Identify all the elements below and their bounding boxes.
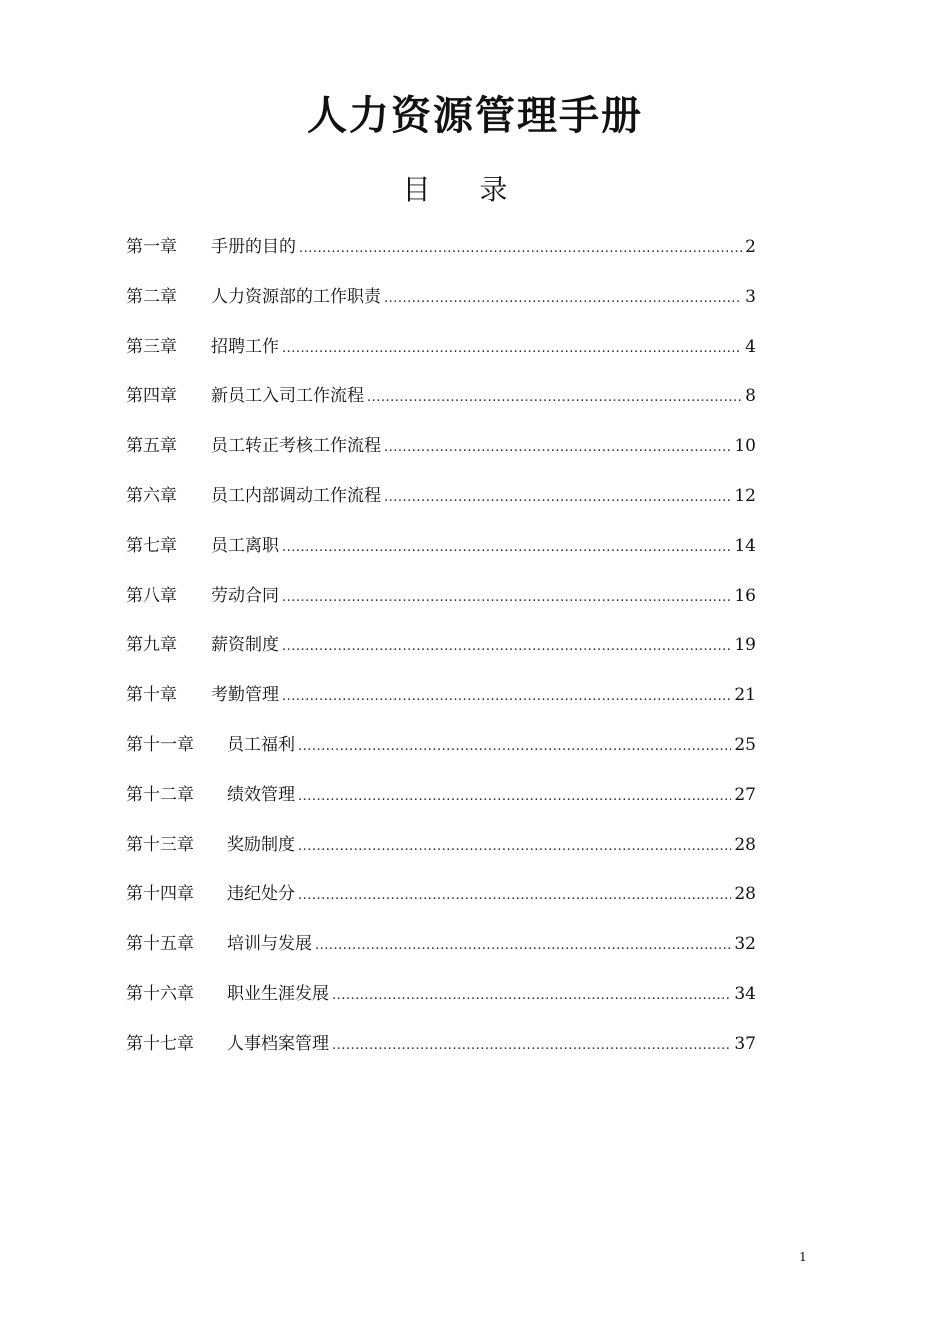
toc-entry-16[interactable] — [126, 978, 756, 1028]
toc-chapter-label: 第十三章 — [126, 834, 194, 855]
toc-entry-5[interactable] — [126, 430, 756, 480]
toc-chapter-label: 第四章 — [126, 386, 177, 407]
toc-chapter-label: 第五章 — [126, 436, 177, 457]
toc-page-number: 8 — [745, 386, 756, 407]
toc-entry-9[interactable] — [126, 629, 756, 679]
toc-dot-leader — [384, 482, 731, 514]
toc-chapter-label: 第十六章 — [126, 983, 194, 1004]
toc-chapter-label: 第六章 — [126, 485, 177, 506]
toc-entry-4[interactable] — [126, 380, 756, 430]
toc-dot-leader — [367, 382, 742, 414]
toc-page-number: 19 — [734, 635, 756, 656]
toc-dot-leader — [332, 1030, 731, 1062]
toc-chapter-label: 第十七章 — [126, 1033, 194, 1054]
toc-page-number: 2 — [745, 237, 756, 257]
toc-entry-12[interactable] — [126, 779, 756, 829]
toc-dot-leader — [332, 980, 731, 1012]
toc-chapter-label: 第十四章 — [126, 884, 194, 905]
document-title: 人力资源管理手册 — [307, 93, 643, 139]
toc-entry-7[interactable] — [126, 530, 756, 580]
toc-page-number: 25 — [734, 734, 756, 755]
toc-page-number: 3 — [745, 286, 756, 307]
toc-page-number: 12 — [734, 485, 756, 506]
toc-dot-leader — [298, 831, 731, 863]
toc-entry-6[interactable] — [126, 480, 756, 530]
toc-dot-leader — [299, 233, 742, 265]
toc-entry-3[interactable] — [126, 331, 756, 381]
toc-dot-leader — [384, 432, 731, 464]
toc-chapter-title: 员工福利 — [227, 734, 295, 755]
toc-page-number: 32 — [734, 934, 756, 955]
toc-chapter-title: 劳动合同 — [211, 585, 279, 606]
toc-dot-leader — [282, 333, 742, 365]
toc-dot-leader — [282, 582, 731, 614]
toc-entry-17[interactable] — [126, 1028, 756, 1078]
toc-entry-8[interactable] — [126, 580, 756, 630]
toc-entry-1[interactable] — [126, 231, 756, 281]
toc-chapter-title: 违纪处分 — [227, 884, 295, 905]
toc-chapter-title: 员工转正考核工作流程 — [211, 436, 381, 457]
toc-chapter-title: 职业生涯发展 — [227, 983, 329, 1004]
toc-dot-leader — [282, 631, 731, 663]
toc-chapter-title: 绩效管理 — [227, 784, 295, 805]
toc-entry-14[interactable] — [126, 878, 756, 928]
toc-page-number: 27 — [734, 784, 756, 805]
toc-chapter-title: 员工离职 — [211, 535, 279, 556]
toc-chapter-title: 薪资制度 — [211, 635, 279, 656]
toc-page-number: 4 — [745, 336, 756, 357]
toc-entry-13[interactable] — [126, 829, 756, 879]
toc-chapter-label: 第八章 — [126, 585, 177, 606]
toc-page-number: 14 — [734, 535, 756, 556]
toc-chapter-title: 手册的目的 — [211, 237, 296, 257]
toc-dot-leader — [282, 681, 731, 713]
toc-dot-leader — [298, 880, 731, 912]
toc-chapter-label: 第九章 — [126, 635, 177, 656]
toc-chapter-label: 第十章 — [126, 685, 177, 706]
toc-entry-11[interactable] — [126, 729, 756, 779]
toc-dot-leader — [298, 781, 731, 813]
toc-chapter-label: 第二章 — [126, 286, 177, 307]
toc-dot-leader — [384, 283, 742, 315]
toc-chapter-label: 第七章 — [126, 535, 177, 556]
toc-chapter-title: 人事档案管理 — [227, 1033, 329, 1054]
toc-chapter-title: 招聘工作 — [211, 336, 279, 357]
table-of-contents — [126, 231, 756, 1078]
toc-page-number: 37 — [734, 1033, 756, 1054]
toc-chapter-label: 第十二章 — [126, 784, 194, 805]
toc-entry-10[interactable] — [126, 679, 756, 729]
toc-chapter-label: 第一章 — [126, 237, 177, 257]
toc-chapter-label: 第三章 — [126, 336, 177, 357]
toc-chapter-title: 人力资源部的工作职责 — [211, 286, 381, 307]
toc-chapter-title: 新员工入司工作流程 — [211, 386, 364, 407]
toc-chapter-label: 第十一章 — [126, 734, 194, 755]
toc-dot-leader — [315, 930, 731, 962]
toc-dot-leader — [298, 731, 731, 763]
toc-page-number: 28 — [734, 834, 756, 855]
toc-chapter-title: 员工内部调动工作流程 — [211, 485, 381, 506]
toc-dot-leader — [282, 532, 731, 564]
toc-entry-15[interactable] — [126, 928, 756, 978]
toc-page-number: 10 — [734, 436, 756, 457]
toc-heading: 目 录 — [402, 173, 528, 206]
toc-chapter-title: 培训与发展 — [227, 934, 312, 955]
toc-page-number: 34 — [734, 983, 756, 1004]
toc-chapter-title: 考勤管理 — [211, 685, 279, 706]
toc-page-number: 21 — [734, 685, 756, 706]
toc-chapter-label: 第十五章 — [126, 934, 194, 955]
toc-chapter-title: 奖励制度 — [227, 834, 295, 855]
toc-page-number: 16 — [734, 585, 756, 606]
page-number: 1 — [799, 1250, 807, 1264]
toc-entry-2[interactable] — [126, 281, 756, 331]
toc-page-number: 28 — [734, 884, 756, 905]
